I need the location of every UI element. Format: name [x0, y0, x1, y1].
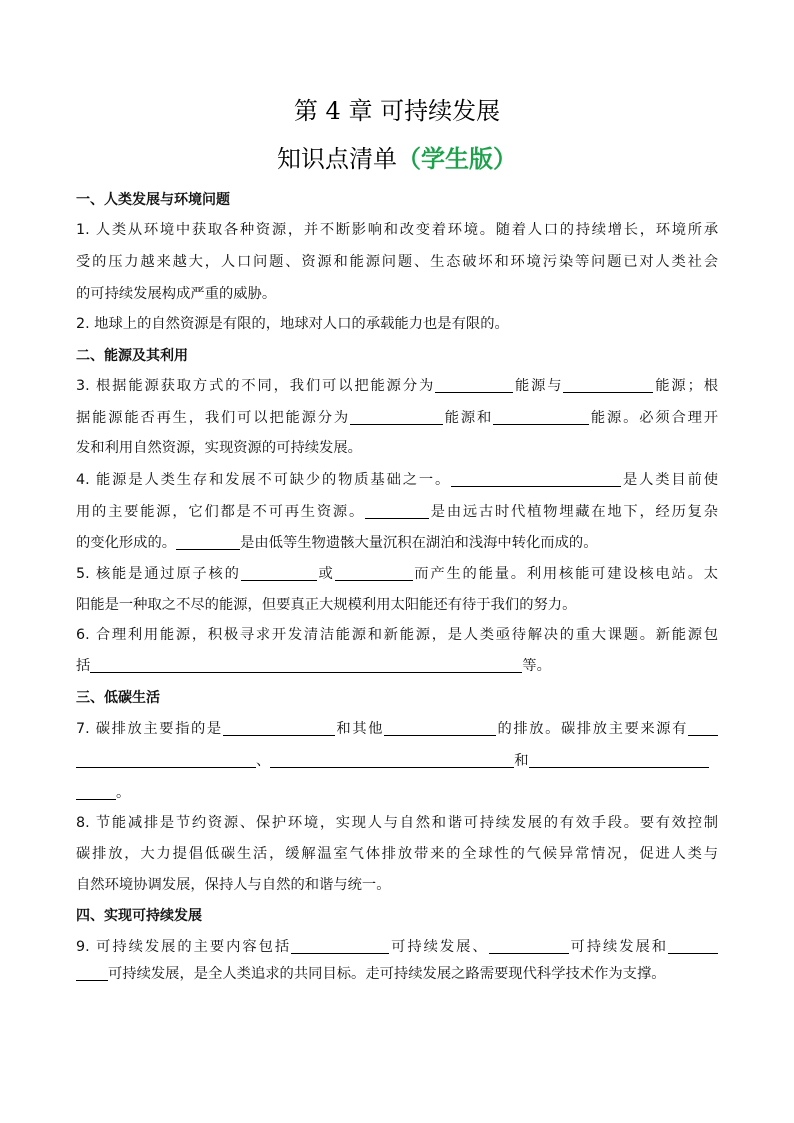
text-segment: 等。: [522, 658, 551, 674]
blank-petroleum[interactable]: [176, 532, 240, 550]
paragraph-3-line-3: 发和利用自然资源，实现资源的可持续发展。: [76, 440, 362, 456]
paragraph-6-line-2: [76, 655, 718, 677]
blank-coal[interactable]: [365, 501, 429, 519]
paragraph-2-line-1: 2. 地球上的自然资源是有限的，地球对人口的承载能力也是有限的。: [76, 316, 509, 332]
text-segment: 可持续发展和: [568, 939, 669, 955]
text-segment: 据能源能否再生，我们可以把能源分为: [76, 410, 350, 426]
text-segment: 是人类目前使: [621, 472, 719, 488]
blank-emission-source-2[interactable]: [270, 750, 514, 768]
text-segment: 可持续发展、: [389, 939, 489, 955]
text-segment: 和其他: [334, 721, 384, 737]
page-title: 第 4 章 可持续发展: [293, 97, 501, 125]
text-segment: 是由低等生物遗骸大量沉积在湖泊和浅海中转化而成的。: [240, 535, 598, 551]
text-segment: 括: [76, 658, 91, 674]
text-segment: 能源；根: [653, 378, 719, 394]
text-segment: 和: [514, 753, 529, 769]
blank-carbon-dioxide[interactable]: [223, 718, 335, 736]
section-heading-low-carbon: 三、低碳生活: [76, 690, 160, 706]
paragraph-1-line-3: 的可持续发展构成严重的威胁。: [76, 286, 277, 302]
blank-economic[interactable]: [291, 936, 389, 954]
paragraph-5-line-2: 阳能是一种取之不尽的能源，但要真正大规模利用太阳能还有待于我们的努力。: [76, 597, 577, 613]
blank-greenhouse-gases[interactable]: [384, 718, 496, 736]
blank-fossil-fuels[interactable]: [451, 469, 621, 487]
blank-energy-type-1[interactable]: [435, 375, 513, 393]
paragraph-1-line-1: 1. 人类从环境中获取各种资源，并不断影响和改变着环境。随着人口的持续增长，环境所承: [76, 222, 718, 238]
text-segment: 能源和: [442, 410, 494, 426]
page-subtitle: [0, 144, 794, 174]
blank-social[interactable]: [489, 936, 569, 954]
text-segment: 的变化形成的。: [76, 535, 177, 551]
text-segment: 可持续发展，是全人类追求的共同目标。走可持续发展之路需要现代科学技术作为支撑。: [108, 966, 666, 982]
blank-ecological[interactable]: [76, 963, 108, 981]
blank-energy-type-4[interactable]: [493, 407, 589, 425]
paragraph-8-line-1: 8. 节能减排是节约资源、保护环境，实现人与自然和谐可持续发展的有效手段。要有效控制: [76, 815, 718, 831]
blank-new-energies[interactable]: [90, 655, 522, 673]
paragraph-9-line-1: [76, 936, 718, 958]
blank-fusion[interactable]: [335, 563, 413, 581]
paragraph-5-line-1: [76, 563, 718, 585]
paragraph-1-line-2: 受的压力越来越大，人口问题、资源和能源问题、生态破坏和环境污染等问题已对人类社会: [76, 254, 718, 270]
section-heading-energy: 二、能源及其利用: [76, 348, 188, 364]
text-segment: 能源与: [513, 378, 564, 394]
paragraph-4-line-2: [76, 501, 718, 523]
paragraph-4-line-1: [76, 469, 718, 491]
blank-emission-source-3-end[interactable]: [76, 782, 116, 800]
text-segment: 是由远古时代植物埋藏在地下，经历复杂: [429, 504, 718, 520]
blank-energy-type-3[interactable]: [350, 407, 443, 425]
subtitle-main: 知识点清单: [277, 145, 397, 173]
text-segment: 4. 能源是人类生存和发展不可缺少的物质基础之一。: [76, 472, 452, 488]
text-segment: 能源。必须合理开: [589, 410, 719, 426]
paragraph-7-line-2: [76, 750, 718, 772]
text-segment: 5. 核能是通过原子核的: [76, 566, 241, 582]
paragraph-4-line-3: [76, 532, 718, 554]
blank-emission-source-1[interactable]: [76, 750, 256, 768]
text-segment: 9. 可持续发展的主要内容包括: [76, 939, 292, 955]
paragraph-7-line-3: [76, 782, 718, 804]
paragraph-7-line-1: [76, 718, 718, 740]
paragraph-8-line-2: 碳排放，大力提倡低碳生活，缓解温室气体排放带来的全球性的气候异常情况，促进人类与: [76, 846, 718, 862]
text-segment: 7. 碳排放主要指的是: [76, 721, 223, 737]
paragraph-8-line-3: 自然环境协调发展，保持人与自然的和谐与统一。: [76, 877, 391, 893]
blank-fission[interactable]: [241, 563, 317, 581]
text-segment: 或: [316, 566, 335, 582]
text-segment: 。: [116, 785, 131, 801]
text-segment: 、: [256, 753, 271, 769]
paragraph-3-line-1: [76, 375, 718, 397]
paragraph-9-line-2: [76, 963, 718, 985]
text-segment: 而产生的能量。利用核能可建设核电站。太: [412, 566, 719, 582]
blank-emission-source-3[interactable]: [529, 750, 709, 768]
text-segment: 3. 根据能源获取方式的不同，我们可以把能源分为: [76, 378, 436, 394]
blank-ecological-start[interactable]: [668, 936, 718, 954]
text-segment: 用的主要能源，它们都是不可再生资源。: [76, 504, 365, 520]
section-heading-sustainable: 四、实现可持续发展: [76, 908, 202, 924]
paragraph-6-line-1: 6. 合理利用能源，积极寻求开发清洁能源和新能源，是人类亟待解决的重大课题。新能源包: [76, 627, 718, 643]
blank-emission-source-1-start[interactable]: [688, 718, 718, 736]
section-heading-environment: 一、人类发展与环境问题: [76, 192, 230, 208]
text-segment: 的排放。碳排放主要来源有: [495, 721, 689, 737]
subtitle-version-label: （学生版）: [397, 145, 517, 173]
paragraph-3-line-2: [76, 407, 718, 429]
blank-energy-type-2[interactable]: [563, 375, 653, 393]
